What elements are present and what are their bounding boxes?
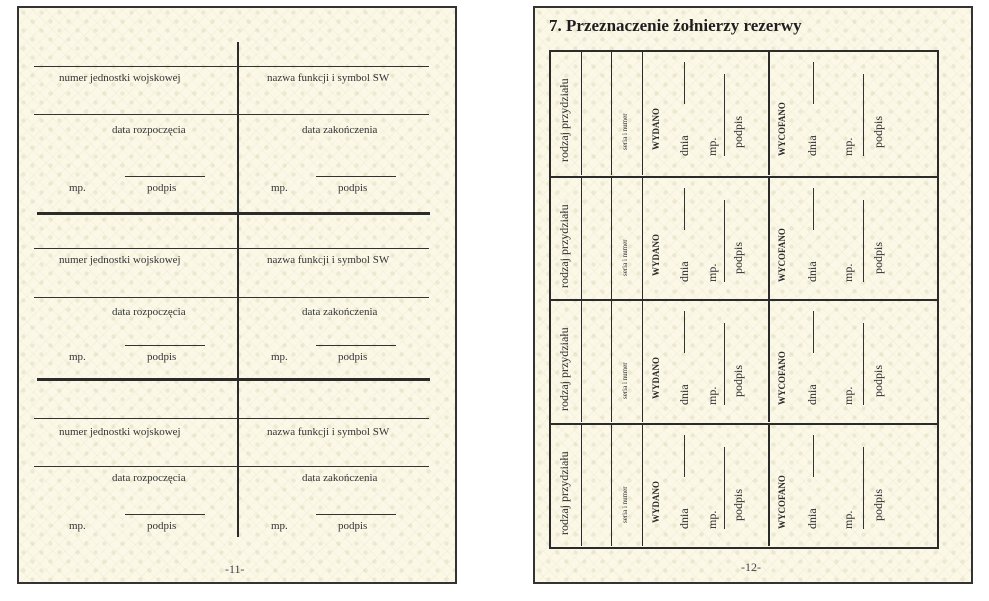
series-number-label: seria i numer — [621, 485, 629, 523]
stamp-label: mp. — [841, 137, 855, 156]
signature-label: podpis — [147, 182, 177, 194]
date-line — [684, 311, 685, 353]
series-number-label: seria i numer — [621, 362, 629, 399]
date-line — [813, 188, 814, 230]
stamp-label: mp. — [69, 520, 86, 532]
page-12 — [533, 6, 973, 584]
cell-divider — [768, 178, 770, 299]
block-divider — [34, 466, 429, 467]
signature-line — [863, 447, 864, 529]
issued-label: WYDANO — [651, 357, 661, 399]
end-date-label: data zakończenia — [302, 472, 378, 484]
stamp-label: mp. — [841, 510, 855, 529]
stamp-label: mp. — [69, 182, 86, 194]
cell-divider — [611, 52, 612, 175]
stamp-label: mp. — [271, 182, 288, 194]
day-label: dnia — [805, 135, 819, 156]
cell-divider — [768, 425, 770, 546]
withdrawn-label: WYCOFANO — [777, 351, 787, 405]
reserve-assignment-table — [549, 50, 939, 549]
section-title: 7. Przeznaczenie żołnierzy rezerwy — [549, 16, 802, 35]
withdrawn-label: WYCOFANO — [777, 102, 787, 156]
block-divider — [34, 297, 429, 298]
signature-line — [125, 176, 205, 177]
signature-line — [863, 200, 864, 282]
signature-label: podpis — [731, 364, 745, 397]
day-label: dnia — [805, 260, 819, 282]
cell-divider — [768, 301, 770, 422]
stamp-label: mp. — [705, 137, 719, 156]
stamp-label: mp. — [841, 386, 855, 405]
center-divider — [237, 42, 239, 537]
signature-label: podpis — [871, 488, 885, 521]
signature-label: podpis — [871, 115, 885, 148]
function-name-label: nazwa funkcji i symbol SW — [267, 254, 390, 266]
series-number-label: seria i numer — [621, 238, 629, 276]
table-row — [551, 423, 937, 546]
day-label: dnia — [805, 507, 819, 529]
cell-divider — [642, 301, 643, 422]
table-row — [551, 176, 937, 299]
page-number: -12- — [741, 560, 761, 574]
end-date-label: data zakończenia — [302, 306, 378, 318]
block-divider — [34, 66, 429, 67]
date-line — [684, 62, 685, 104]
date-line — [684, 435, 685, 477]
date-line — [813, 435, 814, 477]
block-divider — [34, 248, 429, 249]
block-divider — [34, 114, 429, 115]
issued-label: WYDANO — [651, 233, 661, 276]
signature-line — [316, 514, 396, 515]
cell-divider — [611, 301, 612, 422]
cell-divider — [642, 178, 643, 299]
signature-label: podpis — [338, 520, 368, 532]
day-label: dnia — [677, 507, 691, 529]
block-divider — [34, 418, 429, 419]
page-11 — [17, 6, 457, 584]
function-name-label: nazwa funkcji i symbol SW — [267, 426, 390, 438]
signature-line — [863, 323, 864, 405]
day-label: dnia — [677, 260, 691, 282]
cell-divider — [581, 52, 582, 175]
date-line — [684, 188, 685, 230]
table-row — [551, 52, 937, 175]
assignment-type-label: rodzaj przydziału — [557, 450, 571, 535]
cell-divider — [768, 52, 770, 175]
signature-label: podpis — [731, 115, 745, 148]
signature-line — [724, 323, 725, 405]
assignment-type-label: rodzaj przydziału — [557, 203, 571, 288]
signature-label: podpis — [147, 351, 177, 363]
start-date-label: data rozpoczęcia — [112, 124, 186, 136]
date-line — [813, 311, 814, 353]
cell-divider — [611, 425, 612, 546]
signature-label: podpis — [731, 488, 745, 521]
function-name-label: nazwa funkcji i symbol SW — [267, 72, 390, 84]
signature-line — [316, 176, 396, 177]
stamp-label: mp. — [271, 351, 288, 363]
cell-divider — [581, 301, 582, 422]
stamp-label: mp. — [271, 520, 288, 532]
cell-divider — [642, 425, 643, 546]
signature-line — [724, 447, 725, 529]
stamp-label: mp. — [69, 351, 86, 363]
day-label: dnia — [677, 384, 691, 405]
cell-divider — [581, 425, 582, 546]
signature-line — [863, 74, 864, 156]
signature-line — [125, 345, 205, 346]
assignment-type-label: rodzaj przydziału — [557, 78, 571, 162]
start-date-label: data rozpoczęcia — [112, 306, 186, 318]
signature-label: podpis — [871, 364, 885, 397]
issued-label: WYDANO — [651, 108, 661, 150]
signature-label: podpis — [731, 241, 745, 274]
block-separator — [37, 378, 430, 381]
signature-label: podpis — [338, 182, 368, 194]
unit-number-label: numer jednostki wojskowej — [59, 426, 181, 438]
end-date-label: data zakończenia — [302, 124, 378, 136]
signature-line — [125, 514, 205, 515]
start-date-label: data rozpoczęcia — [112, 472, 186, 484]
signature-line — [316, 345, 396, 346]
signature-line — [724, 74, 725, 156]
signature-label: podpis — [871, 241, 885, 274]
stamp-label: mp. — [705, 263, 719, 282]
unit-number-label: numer jednostki wojskowej — [59, 72, 181, 84]
block-separator — [37, 212, 430, 215]
stamp-label: mp. — [705, 386, 719, 405]
cell-divider — [611, 178, 612, 299]
day-label: dnia — [805, 384, 819, 405]
stamp-label: mp. — [705, 510, 719, 529]
cell-divider — [581, 178, 582, 299]
issued-label: WYDANO — [651, 480, 661, 523]
signature-line — [724, 200, 725, 282]
withdrawn-label: WYCOFANO — [777, 474, 787, 529]
signature-label: podpis — [147, 520, 177, 532]
cell-divider — [642, 52, 643, 175]
unit-number-label: numer jednostki wojskowej — [59, 254, 181, 266]
series-number-label: seria i numer — [621, 113, 629, 150]
withdrawn-label: WYCOFANO — [777, 227, 787, 282]
signature-label: podpis — [338, 351, 368, 363]
date-line — [813, 62, 814, 104]
day-label: dnia — [677, 135, 691, 156]
stamp-label: mp. — [841, 263, 855, 282]
assignment-type-label: rodzaj przydziału — [557, 327, 571, 411]
table-row — [551, 299, 937, 422]
page-number: -11- — [225, 562, 245, 576]
